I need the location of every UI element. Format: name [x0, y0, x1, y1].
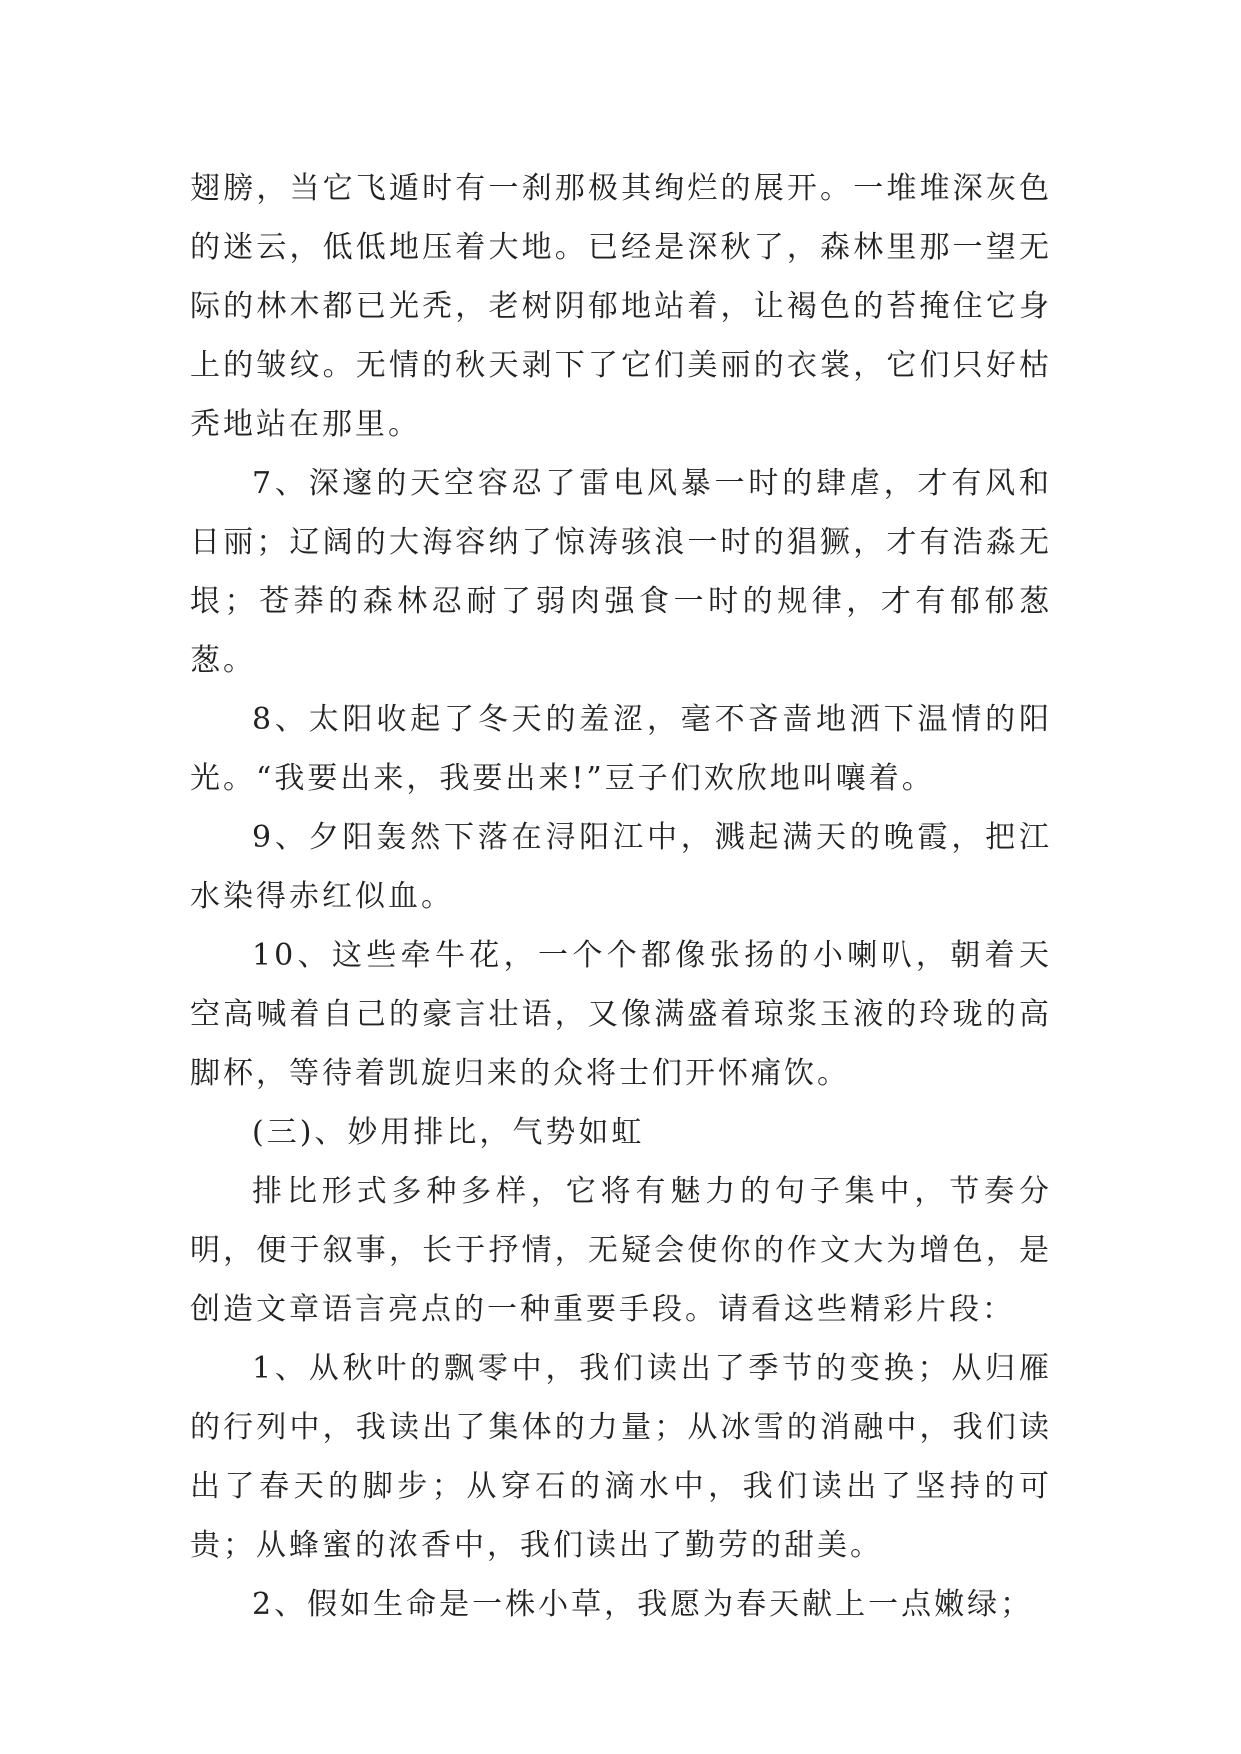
paragraph-item-1: 1、从秋叶的飘零中，我们读出了季节的变换；从归雁的行列中，我读出了集体的力量；从冰雪的消融中，我们读出了春天的脚步；从穿石的滴水中，我们读出了坚持的可贵；从蜂蜜的浓香中，我们读出了勤劳的甜美。: [190, 1351, 1052, 1563]
paragraph-item-10: 10、这些牵牛花，一个个都像张扬的小喇叭，朝着天空高喊着自己的豪言壮语，又像满盛着琼浆玉液的玲珑的高脚杯，等待着凯旋归来的众将士们开怀痛饮。: [190, 938, 1052, 1091]
paragraph-item-8: 8、太阳收起了冬天的羞涩，毫不吝啬地洒下温情的阳光。“我要出来，我要出来!”豆子们欢欣地叫嚷着。: [190, 702, 1052, 796]
paragraph-item-2: 2、假如生命是一株小草，我愿为春天献上一点嫩绿；: [252, 1587, 1034, 1622]
document-body: [190, 159, 1052, 1634]
paragraph-item-7: 7、深邃的天空容忍了雷电风暴一时的肆虐，才有风和日丽；辽阔的大海容纳了惊涛骇浪一时的猖獗，才有浩淼无垠；苍莽的森林忍耐了弱肉强食一时的规律，才有郁郁葱葱。: [190, 466, 1052, 678]
paragraph-continued: 翅膀，当它飞遁时有一刹那极其绚烂的展开。一堆堆深灰色的迷云，低低地压着大地。已经是深秋了，森林里那一望无际的林木都已光秃，老树阴郁地站着，让褐色的苔掩住它身上的皱纹。无情的秋天剥下了它们美丽的衣裳，它们只好枯秃地站在那里。: [190, 171, 1052, 442]
paragraph-intro: 排比形式多种多样，它将有魅力的句子集中，节奏分明，便于叙事，长于抒情，无疑会使你的作文大为增色，是创造文章语言亮点的一种重要手段。请看这些精彩片段：: [190, 1174, 1052, 1327]
paragraph-item-9: 9、夕阳轰然下落在浔阳江中，溅起满天的晚霞，把江水染得赤红似血。: [190, 820, 1052, 914]
section-heading: (三)、妙用排比，气势如虹: [252, 1115, 645, 1150]
